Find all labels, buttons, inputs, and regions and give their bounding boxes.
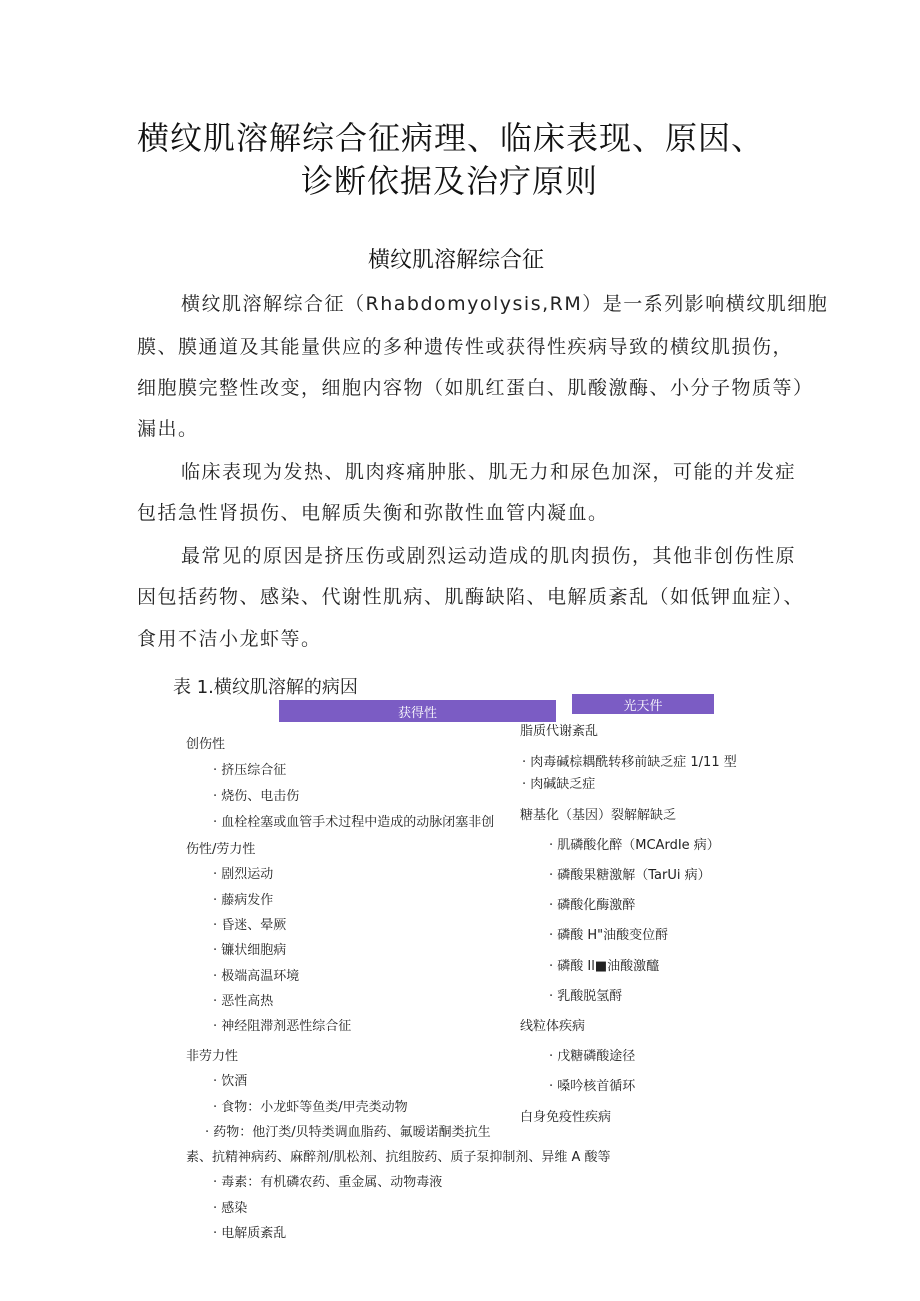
list-item: · 磷酸果糖激解（TarUi 病） bbox=[549, 868, 711, 883]
list-item: · 戊糖磷酸途径 bbox=[549, 1049, 636, 1064]
paragraph-2-line-1: 临床表现为发热、肌肉疼痛肿胀、肌无力和尿色加深，可能的并发症 bbox=[181, 461, 797, 483]
list-item: 素、抗精神病药、麻醉剂/肌松剂、抗组胺药、质子泵抑制剂、异维 A 酸等 bbox=[186, 1150, 611, 1165]
list-item: · 恶性高热 bbox=[213, 994, 274, 1009]
list-item: 创伤性 bbox=[186, 737, 226, 752]
list-item: · 磷酸 Il■油酸激醯 bbox=[549, 959, 660, 974]
paragraph-2-line-2: 包括急性肾损伤、电解质失衡和弥散性血管内凝血。 bbox=[137, 502, 609, 524]
list-item: · 挤压综合征 bbox=[213, 763, 287, 778]
list-item: · 乳酸脱氢酹 bbox=[549, 989, 623, 1004]
list-item: 非劳力性 bbox=[186, 1049, 239, 1064]
list-item: 糖基化（基因）裂解解缺乏 bbox=[520, 808, 677, 823]
list-item: · 饮酒 bbox=[213, 1074, 248, 1089]
paragraph-3-line-3: 食用不洁小龙虾等。 bbox=[137, 628, 322, 650]
list-item: · 肌磷酸化醉（MCArdIe 病） bbox=[549, 838, 720, 853]
list-item: 伤性/劳力性 bbox=[186, 842, 256, 857]
list-item: · 肉毒碱棕耦酰转移前缺乏症 1/11 型 bbox=[522, 755, 737, 770]
list-item: · 嗓吟核首循环 bbox=[549, 1079, 636, 1094]
list-item: · 磷酸 H"油酸变位酹 bbox=[549, 928, 669, 943]
paragraph-1-line-2: 膜、膜通道及其能量供应的多种遗传性或获得性疾病导致的横纹肌损伤， bbox=[137, 336, 794, 358]
list-item: · 血栓栓塞或血管手术过程中造成的动脉闭塞非创 bbox=[213, 815, 495, 830]
paragraph-1-line-4: 漏出。 bbox=[137, 418, 199, 440]
list-item: · 昏迷、晕厥 bbox=[213, 918, 287, 933]
paragraph-3-line-2: 因包括药物、感染、代谢性肌病、肌酶缺陷、电解质紊乱（如低钾血症）、 bbox=[137, 586, 805, 608]
page-title-line2: 诊断依据及治疗原则 bbox=[301, 162, 599, 200]
list-item: · 烧伤、电击伤 bbox=[213, 789, 300, 804]
list-item: · 肉碱缺乏症 bbox=[522, 777, 596, 792]
list-item: · 磷酸化酶激醉 bbox=[549, 898, 636, 913]
paragraph-1-line-3: 细胞膜完整性改变，细胞内容物（如肌红蛋白、肌酸激酶、小分子物质等） bbox=[137, 377, 814, 399]
page-title-line1: 横纹肌溶解综合征病理、临床表现、原因、 bbox=[137, 119, 765, 157]
list-item: · 神经阻滞剂恶性综合征 bbox=[213, 1019, 352, 1034]
list-item: · 药物：他汀类/贝特类调血脂药、氟暧诺酮类抗生 bbox=[205, 1125, 491, 1140]
list-item: · 电解质紊乱 bbox=[213, 1226, 287, 1241]
list-item: · 毒素：有机磷农药、重金属、动物毒液 bbox=[213, 1175, 443, 1190]
list-item: · 镰状细胞病 bbox=[213, 943, 287, 958]
paragraph-1-line-1: 横纹肌溶解综合征（Rhabdomyolysis,RM）是一系列影响横纹肌细胞 bbox=[181, 293, 829, 315]
list-item-clipped: 白身免疫性疾病 bbox=[520, 1110, 612, 1125]
list-item: · 极端高温环境 bbox=[213, 969, 300, 984]
table-header-congenital: 光天件 bbox=[572, 694, 714, 714]
table-caption: 表 1.横纹肌溶解的病因 bbox=[173, 677, 358, 698]
section-title: 横纹肌溶解综合征 bbox=[368, 248, 545, 273]
list-item: · 剧烈运动 bbox=[213, 867, 274, 882]
list-item: · 感染 bbox=[213, 1201, 248, 1216]
list-item: 脂质代谢紊乱 bbox=[520, 724, 599, 739]
list-item: 线粒体疾病 bbox=[520, 1019, 586, 1034]
list-item: · 藤病发作 bbox=[213, 893, 274, 908]
list-item: · 食物：小龙虾等鱼类/甲壳类动物 bbox=[213, 1100, 408, 1115]
table-header-acquired: 获得性 bbox=[279, 700, 556, 722]
paragraph-3-line-1: 最常见的原因是挤压伤或剧烈运动造成的肌肉损伤，其他非创伤性原 bbox=[181, 545, 797, 567]
